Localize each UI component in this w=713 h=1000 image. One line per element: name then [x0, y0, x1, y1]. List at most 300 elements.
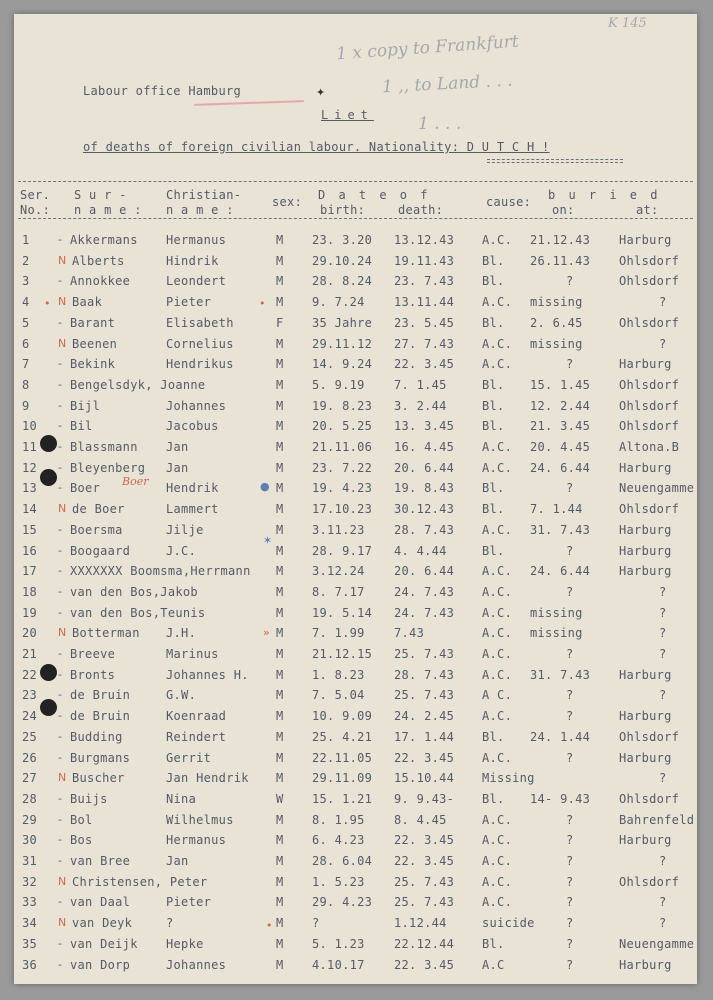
row-buried-on: 21.12.43 [530, 233, 591, 247]
row-marker: N [58, 916, 67, 930]
row-buried-at: ? [659, 771, 667, 786]
row-buried-at: Ohlsdorf [619, 253, 680, 268]
punch-hole [40, 664, 57, 681]
row-surname: van den Bos,Jakob [70, 584, 198, 599]
row-christian-name: Jilje [166, 522, 204, 537]
table-top-rule [18, 181, 693, 182]
row-buried-on: ? [566, 543, 574, 558]
row-sex: M [276, 957, 284, 972]
row-number: 27 [22, 771, 38, 786]
row-surname: van Daal [70, 895, 131, 910]
row-christian-name: G.W. [166, 688, 197, 703]
row-cause: A.C. [482, 233, 513, 247]
row-buried-on: missing [530, 295, 583, 310]
row-surname: van Deyk [72, 916, 133, 931]
row-marker: - [58, 233, 63, 246]
col-surname-line2: n a m e : [74, 203, 142, 217]
row-death-date: 23. 5.45 [394, 315, 455, 330]
col-cause: cause: [486, 195, 532, 209]
row-cause: Bl. [482, 481, 505, 496]
row-birth-date: 21.11.06 [312, 440, 373, 454]
row-surname: de Bruin [70, 688, 131, 703]
row-buried-at: Harburg [619, 522, 672, 537]
row-buried-on: ? [566, 916, 574, 931]
row-sex: M [276, 895, 284, 910]
row-surname: Blassmann [70, 440, 138, 454]
row-buried-at: ? [659, 854, 667, 868]
row-death-date: 8. 4.45 [394, 812, 447, 827]
row-cause: A C. [482, 688, 513, 703]
row-surname: van Dorp [70, 957, 131, 972]
row-sex: M [276, 274, 284, 289]
row-cause: A.C. [482, 854, 513, 868]
row-buried-on: ? [566, 481, 574, 496]
row-surname: de Bruin [70, 709, 131, 724]
row-christian-name: Leondert [166, 274, 227, 289]
row-marker: - [58, 854, 63, 867]
row-buried-at: ? [659, 688, 667, 703]
row-sex: M [276, 916, 284, 931]
row-marker: - [58, 791, 63, 805]
row-christian-name: J.C. [166, 543, 197, 558]
row-death-date: 22. 3.45 [394, 957, 455, 972]
pencil-note-line-1: 1 x copy to Frankfurt [335, 31, 520, 65]
row-number: 3 [22, 274, 30, 289]
row-buried-at: Harburg [619, 460, 672, 475]
row-birth-date: 19. 8.23 [312, 398, 373, 413]
pencil-note-corner: K 145 [608, 16, 647, 31]
row-birth-date: 29.11.12 [312, 336, 373, 351]
row-christian-name: Jan [166, 460, 189, 475]
row-christian-name: Jan Hendrik [166, 771, 249, 786]
row-death-date: 15.10.44 [394, 771, 455, 786]
blue-ink-mark-2: ✶ [263, 534, 273, 547]
row-buried-on: ? [566, 274, 574, 289]
row-buried-at: Harburg [619, 233, 672, 247]
row-marker: - [58, 729, 63, 743]
row-cause: Bl. [482, 543, 505, 558]
row-cause: A.C. [482, 709, 513, 724]
row-birth-date: 9. 7.24 [312, 295, 365, 310]
row-cause: Bl. [482, 398, 505, 413]
row-number: 8 [22, 377, 30, 392]
row-death-date: 27. 7.43 [394, 336, 455, 351]
row-buried-at: Neuengamme [619, 936, 695, 951]
row-buried-at: Ohlsdorf [619, 502, 680, 517]
row-death-date: 7. 1.45 [394, 377, 447, 392]
row-surname: van Deijk [70, 936, 138, 951]
row-sex: M [276, 771, 284, 786]
col-date-of: D a t e o f [318, 188, 431, 202]
row-surname: Christensen, Peter [72, 874, 208, 889]
row-surname: Bos [70, 833, 93, 848]
row-death-date: 20. 6.44 [394, 460, 455, 475]
table-header-rule [18, 218, 693, 219]
row-christian-name: Jacobus [166, 419, 219, 434]
row-number: 31 [22, 854, 38, 868]
row-buried-on: 20. 4.45 [530, 440, 591, 454]
row-buried-on: 21. 3.45 [530, 419, 591, 434]
row-birth-date: 14. 9.24 [312, 357, 373, 372]
row-number: 33 [22, 895, 38, 910]
row-surname: van Bree [70, 854, 131, 868]
row-cause: A.C. [482, 564, 513, 579]
col-ser-line1: Ser. [20, 188, 51, 202]
row-surname: Boogaard [70, 543, 131, 558]
row-buried-at: Ohlsdorf [619, 874, 680, 889]
row-buried-at: Ohlsdorf [619, 398, 680, 413]
row-sex: M [276, 295, 284, 310]
row-marker: - [58, 440, 63, 453]
row-buried-on: ? [566, 895, 574, 910]
row-buried-on: 2. 6.45 [530, 315, 583, 330]
row-birth-date: 5. 1.23 [312, 936, 365, 951]
row-number: 14 [22, 502, 38, 517]
row-number: 16 [22, 543, 38, 558]
row-cause: A.C. [482, 812, 513, 827]
row-christian-name: Johannes H. [166, 667, 249, 682]
row-buried-at: Bahrenfeld [619, 812, 695, 827]
row-cause: A.C. [482, 833, 513, 848]
row-marker: - [58, 750, 63, 764]
row-number: 34 [22, 916, 38, 931]
row-number: 24 [22, 709, 38, 724]
row-buried-at: Harburg [619, 709, 672, 724]
row-cause: A.C. [482, 295, 513, 310]
office-heading: Labour office Hamburg [83, 84, 242, 98]
row-buried-at: Altona.B [619, 440, 680, 454]
row-birth-date: 29.10.24 [312, 253, 373, 268]
row-christian-name: ? [166, 916, 174, 931]
row-sex: M [276, 440, 284, 454]
row-number: 19 [22, 605, 38, 620]
row-cause: A.C. [482, 874, 513, 889]
punch-hole [40, 699, 57, 716]
row-birth-date: 8. 7.17 [312, 584, 365, 599]
row-birth-date: 23. 7.22 [312, 460, 373, 475]
row-sex: M [276, 357, 284, 372]
row-birth-date: 29.11.09 [312, 771, 373, 786]
row-cause: Bl. [482, 936, 505, 951]
row-buried-at: ? [659, 605, 667, 620]
row-surname: de Boer [72, 502, 125, 517]
row-buried-on: 24. 6.44 [530, 460, 591, 475]
row-buried-at: Harburg [619, 750, 672, 765]
row-sex: M [276, 874, 284, 889]
row-sex: M [276, 419, 284, 434]
red-annotation-boer: Boer [122, 475, 149, 488]
row-marker: - [58, 460, 63, 474]
row-cause: A.C. [482, 336, 513, 351]
row-death-date: 24. 2.45 [394, 709, 455, 724]
row-buried-on: 24. 6.44 [530, 564, 591, 579]
row-christian-name: Reindert [166, 729, 227, 744]
row-sex: M [276, 584, 284, 599]
row-surname: Budding [70, 729, 123, 744]
row-buried-on: 31. 7.43 [530, 522, 591, 537]
row-marker: N [58, 295, 67, 309]
row-death-date: 22.12.44 [394, 936, 455, 951]
row-buried-on: 7. 1.44 [530, 502, 583, 517]
row-death-date: 24. 7.43 [394, 605, 455, 620]
row-christian-name: Hendrikus [166, 357, 234, 372]
row-birth-date: 4.10.17 [312, 957, 365, 972]
row-cause: A.C. [482, 647, 513, 661]
row-number: 7 [22, 357, 30, 372]
row-sex: M [276, 564, 284, 579]
row-marker: N [58, 626, 67, 640]
row-cause: Bl. [482, 274, 505, 289]
row-sex: M [276, 460, 284, 475]
row-death-date: 16. 4.45 [394, 440, 455, 454]
row-number: 29 [22, 812, 38, 827]
row-buried-on: 24. 1.44 [530, 729, 591, 744]
row-death-date: 9. 9.43- [394, 791, 455, 806]
row-death-date: 19.11.43 [394, 253, 455, 268]
row-number: 6 [22, 336, 30, 351]
row-number: 11 [22, 440, 38, 454]
row-death-date: 30.12.43 [394, 502, 455, 517]
row-surname: Boersma [70, 522, 123, 537]
row-buried-at: ? [659, 336, 667, 351]
row-death-date: 25. 7.43 [394, 895, 455, 910]
row-sex: M [276, 854, 284, 868]
row-death-date: 22. 3.45 [394, 854, 455, 868]
row-birth-date: 3.12.24 [312, 564, 365, 579]
row-cause: Bl. [482, 791, 505, 806]
row-number: 32 [22, 874, 38, 889]
row-sex: M [276, 522, 284, 537]
row-cause: A.C. [482, 522, 513, 537]
row-cause: A.C. [482, 895, 513, 910]
row-cause: Bl. [482, 377, 505, 392]
row-christian-name: Hindrik [166, 253, 219, 268]
row-buried-on: 26.11.43 [530, 253, 591, 268]
row-death-date: 22. 3.45 [394, 357, 455, 372]
row-buried-on: ? [566, 957, 574, 972]
row-number: 1 [22, 233, 30, 247]
row-marker: - [58, 481, 63, 495]
row-number: 22 [22, 667, 38, 682]
red-dot-mark: • [259, 297, 266, 310]
list-title: Liet [321, 108, 374, 122]
row-surname: Burgmans [70, 750, 131, 765]
row-birth-date: 1. 8.23 [312, 667, 365, 682]
row-buried-on: ? [566, 357, 574, 372]
row-number: 18 [22, 584, 38, 599]
row-cause: Missing [482, 771, 535, 786]
col-christian-line2: n a m e : [166, 203, 234, 217]
row-number: 4 [22, 295, 30, 310]
row-buried-at: ? [659, 584, 667, 599]
row-marker: - [58, 647, 63, 660]
row-christian-name: Marinus [166, 647, 219, 661]
row-christian-name: Cornelius [166, 336, 234, 351]
row-cause: A.C. [482, 750, 513, 765]
row-buried-at: Harburg [619, 957, 672, 972]
row-birth-date: 19. 5.14 [312, 605, 373, 620]
list-subtitle: of deaths of foreign civilian labour. Nationality: D U T C H ! [83, 140, 550, 154]
row-marker: N [58, 771, 67, 785]
row-christian-name: Jan [166, 440, 189, 454]
row-sex: M [276, 377, 284, 392]
row-number: 25 [22, 729, 38, 744]
punch-hole [40, 469, 57, 486]
col-death: death: [398, 203, 444, 217]
row-surname: Bronts [70, 667, 116, 682]
row-cause: Bl. [482, 729, 505, 744]
row-birth-date: 22.11.05 [312, 750, 373, 765]
row-cause: A.C. [482, 605, 513, 620]
row-buried-at: Ohlsdorf [619, 315, 680, 330]
row-death-date: 28. 7.43 [394, 667, 455, 682]
row-buried-at: Ohlsdorf [619, 729, 680, 744]
row-surname: Alberts [72, 253, 125, 268]
row-death-date: 23. 7.43 [394, 274, 455, 289]
row-birth-date: 15. 1.21 [312, 791, 373, 806]
row-surname: Buscher [72, 771, 125, 786]
pencil-note-line-3: 1 . . . [418, 114, 462, 134]
row-marker: - [58, 709, 63, 723]
row-surname: Breeve [70, 647, 116, 661]
row-cause: Bl. [482, 315, 505, 330]
row-birth-date: 28. 8.24 [312, 274, 373, 289]
nationality-double-rule-2 [487, 162, 623, 163]
row-marker: - [58, 564, 63, 578]
row-marker: - [58, 667, 63, 681]
row-death-date: 13.11.44 [394, 295, 455, 310]
row-sex: M [276, 253, 284, 268]
row-surname: Buijs [70, 791, 108, 806]
row-death-date: 3. 2.44 [394, 398, 447, 413]
row-sex: M [276, 398, 284, 413]
row-surname: Barant [70, 315, 116, 330]
row-surname: Bekink [70, 357, 116, 372]
row-death-date: 17. 1.44 [394, 729, 455, 744]
row-buried-at: Ohlsdorf [619, 791, 680, 806]
row-buried-at: ? [659, 295, 667, 310]
col-surname-line1: S u r - [74, 188, 127, 202]
row-christian-name: Pieter [166, 895, 212, 910]
row-christian-name: Wilhelmus [166, 812, 234, 827]
row-number: 36 [22, 957, 38, 972]
row-buried-at: ? [659, 626, 667, 641]
row-birth-date: 20. 5.25 [312, 419, 373, 434]
row-buried-at: Harburg [619, 543, 672, 558]
row-marker: - [58, 833, 63, 847]
row-sex: M [276, 336, 284, 351]
col-birth: birth: [320, 203, 366, 217]
row-number: 28 [22, 791, 38, 806]
row-number: 30 [22, 833, 38, 848]
row-sex: M [276, 833, 284, 848]
row-sex: M [276, 688, 284, 703]
row-buried-at: Ohlsdorf [619, 419, 680, 434]
red-dot-mark-2: » [263, 626, 270, 639]
row-number: 13 [22, 481, 38, 496]
row-buried-on: 15. 1.45 [530, 377, 591, 392]
row-marker: - [58, 812, 63, 826]
row-surname: Botterman [72, 626, 140, 641]
row-marker: - [58, 522, 63, 536]
document-page [14, 14, 697, 984]
row-marker: - [58, 936, 63, 950]
row-cause: Bl. [482, 502, 505, 517]
row-death-date: 28. 7.43 [394, 522, 455, 537]
row-birth-date: 1. 5.23 [312, 874, 365, 889]
row-christian-name: Hermanus [166, 833, 227, 848]
row-sex: M [276, 233, 284, 247]
row-birth-date: 8. 1.95 [312, 812, 365, 827]
row-marker: - [58, 419, 63, 433]
row-buried-on: ? [566, 750, 574, 765]
row-christian-name: Johannes [166, 398, 227, 413]
row-number: 15 [22, 522, 38, 537]
row-number: 2 [22, 253, 30, 268]
row-marker: - [58, 605, 63, 619]
row-sex: M [276, 750, 284, 765]
row-buried-on: missing [530, 605, 583, 620]
row-sex: F [276, 315, 284, 330]
row-buried-on: ? [566, 936, 574, 951]
row-buried-at: Harburg [619, 357, 672, 372]
row-buried-at: Harburg [619, 564, 672, 579]
row-birth-date: 21.12.15 [312, 647, 373, 661]
row-buried-at: Neuengamme [619, 481, 695, 496]
row-buried-on: ? [566, 812, 574, 827]
row-number: 21 [22, 647, 38, 661]
red-underline [194, 100, 304, 106]
row-sex: M [276, 812, 284, 827]
row-surname: Bijl [70, 398, 101, 413]
col-ser-line2: No.: [20, 203, 51, 217]
row-cause: A.C. [482, 357, 513, 372]
row-buried-on: missing [530, 626, 583, 641]
row-cause: A.C [482, 957, 505, 972]
row-marker: - [58, 274, 63, 288]
row-cause: suicide [482, 916, 535, 931]
row-birth-date: 28. 6.04 [312, 854, 373, 868]
row-surname: Bol [70, 812, 93, 827]
red-dot-mark-5: • [44, 297, 51, 310]
row-number: 12 [22, 460, 38, 475]
row-buried-on: 31. 7.43 [530, 667, 591, 682]
row-buried-on: ? [566, 709, 574, 724]
row-buried-at: ? [659, 916, 667, 931]
row-birth-date: 35 Jahre [312, 315, 373, 330]
row-birth-date: 7. 5.04 [312, 688, 365, 703]
row-death-date: 24. 7.43 [394, 584, 455, 599]
row-cause: A.C. [482, 440, 513, 454]
row-death-date: 13. 3.45 [394, 419, 455, 434]
row-surname: Bengelsdyk, Joanne [70, 377, 206, 392]
row-number: 5 [22, 315, 30, 330]
row-marker: - [58, 315, 63, 329]
row-buried-at: Harburg [619, 667, 672, 682]
row-cause: A.C. [482, 584, 513, 599]
row-marker: - [58, 377, 63, 391]
row-christian-name: Hepke [166, 936, 204, 951]
row-sex: M [276, 543, 284, 558]
row-birth-date: 17.10.23 [312, 502, 373, 517]
row-surname: Annokkee [70, 274, 131, 289]
row-marker: - [58, 895, 63, 909]
row-number: 9 [22, 398, 30, 413]
row-buried-on: missing [530, 336, 583, 351]
row-surname: Boer [70, 481, 101, 496]
row-sex: M [276, 936, 284, 951]
row-sex: M [276, 647, 284, 661]
